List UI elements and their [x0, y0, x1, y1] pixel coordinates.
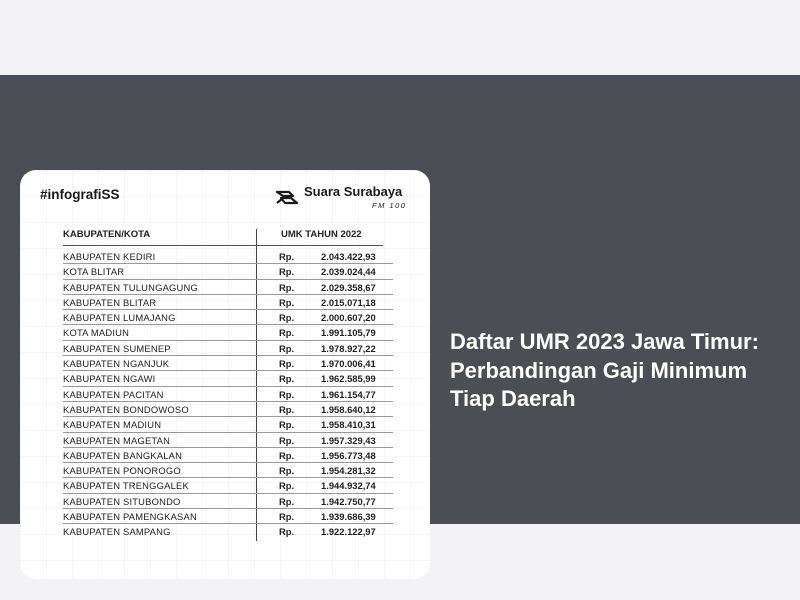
row-value: 2.000.607,20: [321, 312, 376, 324]
row-currency: Rp.: [279, 251, 295, 262]
row-value: 1.958.410,31: [321, 419, 376, 431]
row-value: 2.029.358,67: [321, 281, 376, 293]
table-row: [63, 280, 393, 295]
infographic-hashtag: #infografiSS: [40, 187, 120, 202]
table-row: [63, 448, 393, 463]
row-currency: Rp.: [279, 342, 295, 354]
table-row: [63, 524, 393, 539]
row-region: KABUPATEN KEDIRI: [63, 251, 156, 262]
row-region: KABUPATEN BLITAR: [63, 296, 157, 308]
row-currency: Rp.: [279, 296, 295, 308]
row-currency: Rp.: [279, 434, 295, 446]
row-value: 1.961.154,77: [321, 388, 376, 400]
row-currency: Rp.: [279, 419, 295, 431]
row-region: KABUPATEN MAGETAN: [63, 434, 171, 446]
row-value: 2.039.024,44: [321, 266, 376, 278]
table-row: [63, 417, 393, 432]
table-row: [63, 494, 393, 509]
row-currency: Rp.: [279, 465, 295, 477]
row-region: KABUPATEN NGANJUK: [63, 358, 170, 370]
table-row: [63, 356, 393, 371]
row-currency: Rp.: [279, 358, 295, 370]
hero-banner: [0, 75, 800, 538]
table-row: [63, 433, 393, 448]
row-value: 1.954.281,32: [321, 465, 376, 477]
table-row: [63, 310, 393, 325]
row-value: 1.944.932,74: [321, 480, 376, 492]
suara-surabaya-logo-icon: [274, 186, 300, 208]
brand-logo: [274, 184, 424, 212]
infographic-image[interactable]: [20, 170, 430, 579]
row-region: KABUPATEN BONDOWOSO: [63, 403, 189, 415]
row-currency: Rp.: [279, 495, 295, 507]
table-row: [63, 325, 393, 340]
row-value: 1.991.105,79: [321, 327, 376, 339]
table-row: [63, 478, 393, 493]
row-value: 2.043.422,93: [321, 251, 376, 262]
row-region: KABUPATEN SAMPANG: [63, 526, 171, 538]
row-value: 1.942.750,77: [321, 495, 376, 507]
table-row: [63, 264, 393, 279]
row-region: KOTA MADIUN: [63, 327, 130, 339]
table-row: [63, 371, 393, 386]
row-value: 1.939.686,39: [321, 511, 376, 523]
row-currency: Rp.: [279, 526, 295, 538]
table-row: [63, 509, 393, 524]
article-headline[interactable]: Daftar UMR 2023 Jawa Timur: Perbandingan Gaji Minimum Tiap Daerah: [450, 329, 759, 411]
row-currency: Rp.: [279, 327, 295, 339]
row-currency: Rp.: [279, 403, 295, 415]
row-region: KABUPATEN SITUBONDO: [63, 495, 181, 507]
row-value: 1.957.329,43: [321, 434, 376, 446]
row-currency: Rp.: [279, 511, 295, 523]
row-value: 1.958.640,12: [321, 403, 376, 415]
row-value: 1.922.122,97: [321, 526, 376, 538]
brand-name: Suara Surabaya: [304, 184, 403, 199]
column-header-umk: UMK TAHUN 2022: [281, 229, 362, 240]
column-header-region: KABUPATEN/KOTA: [63, 229, 151, 240]
header-divider: [63, 245, 383, 246]
row-region: KABUPATEN BANGKALAN: [63, 449, 183, 461]
row-region: KABUPATEN LUMAJANG: [63, 312, 176, 324]
row-region: KABUPATEN PACITAN: [63, 388, 164, 400]
table-row: [63, 295, 393, 310]
table-row: [63, 249, 393, 264]
row-value: 1.962.585,99: [321, 373, 376, 385]
row-value: 2.015.071,18: [321, 296, 376, 308]
row-value: 1.978.927,22: [321, 342, 376, 354]
row-currency: Rp.: [279, 373, 295, 385]
row-region: KABUPATEN PAMENGKASAN: [63, 511, 197, 523]
row-region: KABUPATEN TRENGGALEK: [63, 480, 189, 492]
row-region: KABUPATEN SUMENEP: [63, 342, 171, 354]
row-currency: Rp.: [279, 281, 295, 293]
row-value: 1.956.773,48: [321, 449, 376, 461]
table-row: [63, 402, 393, 417]
row-currency: Rp.: [279, 388, 295, 400]
row-currency: Rp.: [279, 266, 295, 278]
row-value: 1.970.006,41: [321, 358, 376, 370]
table-row: [63, 387, 393, 402]
brand-subtitle: FM 100: [372, 201, 407, 210]
row-region: KABUPATEN PONOROGO: [63, 465, 181, 477]
row-region: KOTA BLITAR: [63, 266, 125, 278]
row-region: KABUPATEN NGAWI: [63, 373, 156, 385]
row-currency: Rp.: [279, 480, 295, 492]
row-currency: Rp.: [279, 449, 295, 461]
row-region: KABUPATEN TULUNGAGUNG: [63, 281, 198, 293]
row-region: KABUPATEN MADIUN: [63, 419, 162, 431]
table-row: [63, 463, 393, 478]
umk-table: [63, 249, 393, 540]
row-currency: Rp.: [279, 312, 295, 324]
table-row: [63, 341, 393, 356]
